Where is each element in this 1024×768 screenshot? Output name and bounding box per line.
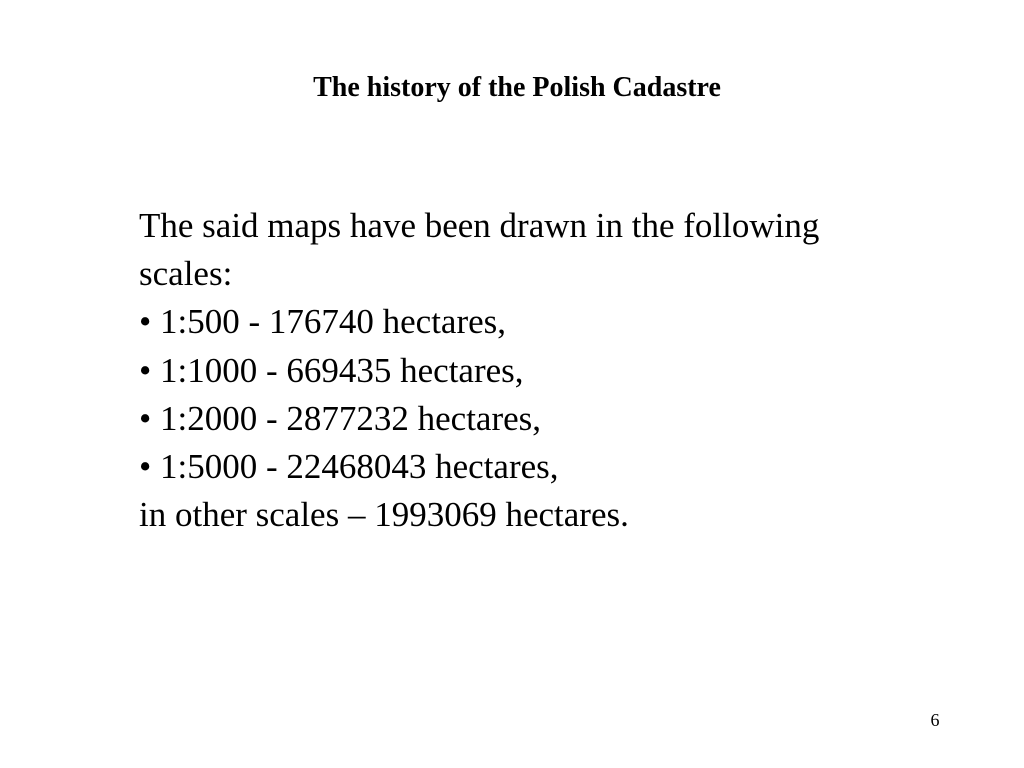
bullet-item-scale-2000: • 1:2000 - 2877232 hectares, [139,398,542,438]
closing-line: in other scales – 1993069 hectares. [139,495,629,535]
intro-line-2: scales: [139,254,233,294]
bullet-item-scale-1000: • 1:1000 - 669435 hectares, [139,350,524,390]
bullet-item-scale-5000: • 1:5000 - 22468043 hectares, [139,447,559,487]
bullet-item-scale-500: • 1:500 - 176740 hectares, [139,302,507,342]
page-number: 6 [930,710,940,730]
slide-body [139,202,999,539]
slide-title: The history of the Polish Cadastre [313,72,721,103]
intro-line-1: The said maps have been drawn in the following [139,206,820,245]
